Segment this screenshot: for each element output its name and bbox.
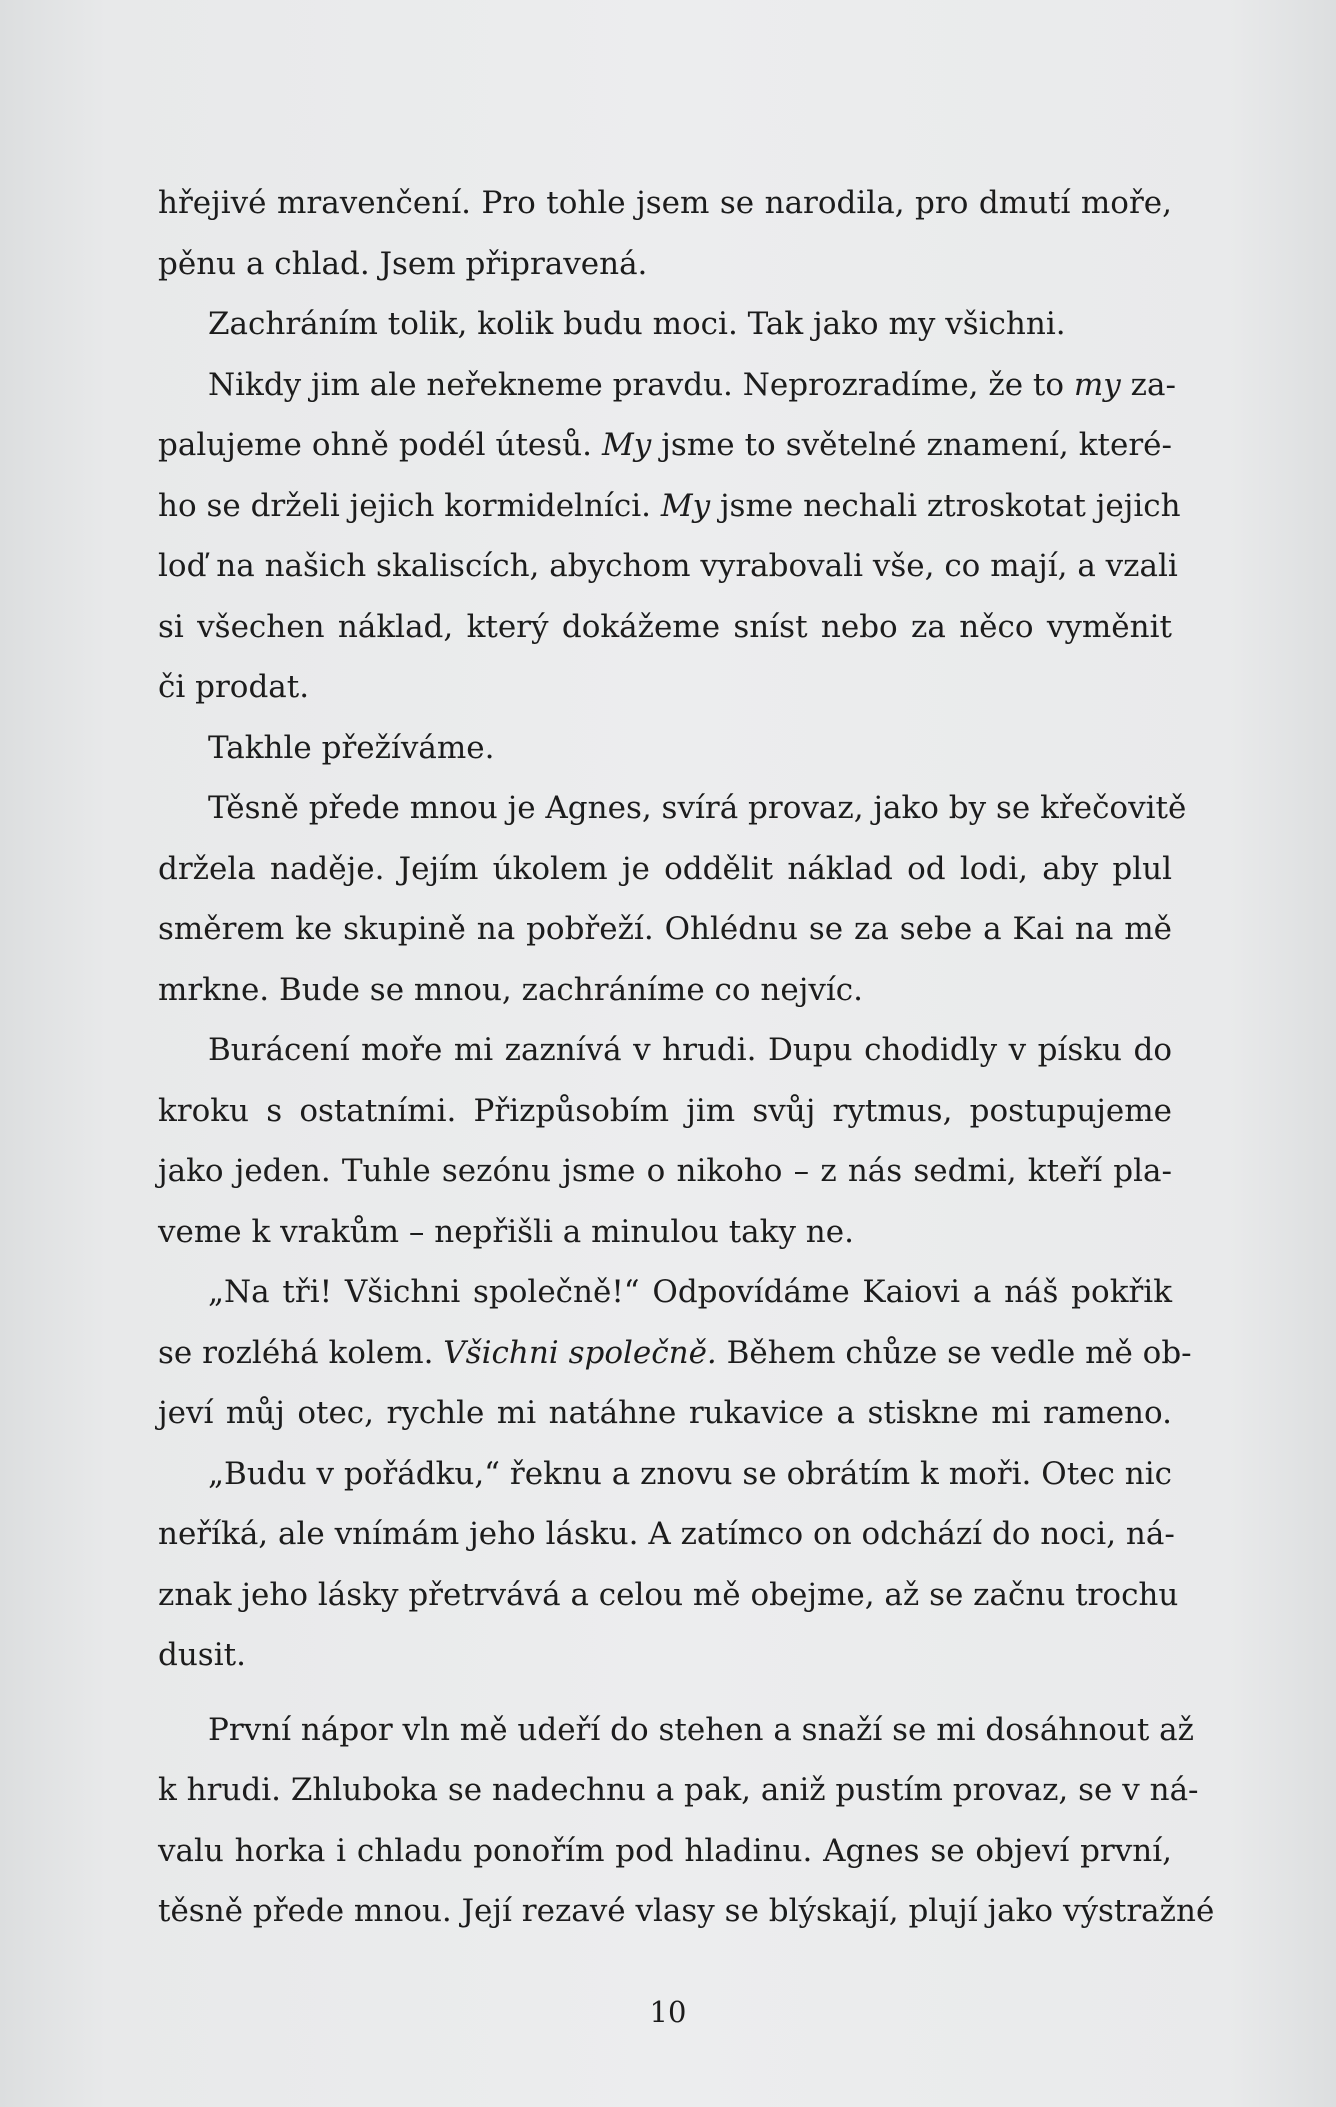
text-line: dusit. <box>158 1637 246 1673</box>
text-line: směrem ke skupině na pobřeží. Ohlédnu se za sebe a Kai na mě <box>158 911 1172 947</box>
text-line: valu horka i chladu ponořím pod hladinu. Agnes se objeví první, <box>158 1832 1172 1869</box>
text-line: se rozléhá kolem. Všichni společně. Během chůze se vedle mě ob- <box>158 1334 1192 1371</box>
text-line: „Budu v pořádku,“ řeknu a znovu se obrátím k moři. Otec nic <box>208 1455 1172 1492</box>
page-number: 10 <box>649 1995 687 2029</box>
text-line: veme k vrakům – nepřišli a minulou taky ne. <box>158 1213 854 1250</box>
text-line: těsně přede mnou. Její rezavé vlasy se blýskají, plují jako výstražné <box>158 1893 1215 1929</box>
text-line: Těsně přede mnou je Agnes, svírá provaz, jako by se křečovitě <box>208 790 1187 826</box>
text-line: ho se drželi jejich kormidelníci. My jsme nechali ztroskotat jejich <box>158 487 1181 524</box>
text-line: neříká, ale vnímám jeho lásku. A zatímco on odchází do noci, ná- <box>158 1516 1175 1552</box>
text-line: k hrudi. Zhluboka se nadechnu a pak, aniž pustím provaz, se v ná- <box>158 1772 1199 1808</box>
text-line: mrkne. Bude se mnou, zachráníme co nejvíc. <box>158 971 863 1008</box>
text-line: pěnu a chlad. Jsem připravená. <box>158 245 648 282</box>
text-line: loď na našich skaliscích, abychom vyrabovali vše, co mají, a vzali <box>158 548 1178 584</box>
text-line: „Na tři! Všichni společně!“ Odpovídáme Kaiovi a náš pokřik <box>208 1274 1172 1310</box>
body-text <box>158 173 1215 1942</box>
text-line: Zachráním tolik, kolik budu moci. Tak jako my všichni. <box>208 306 1066 342</box>
text-line: hřejivé mravenčení. Pro tohle jsem se narodila, pro dmutí moře, <box>158 185 1172 221</box>
text-line: Takhle přežíváme. <box>208 729 495 766</box>
text-line: si všechen náklad, který dokážeme sníst nebo za něco vyměnit <box>158 608 1172 645</box>
text-line: či prodat. <box>158 669 310 705</box>
text-line: kroku s ostatními. Přizpůsobím jim svůj rytmus, postupujeme <box>158 1092 1172 1129</box>
text-line: jako jeden. Tuhle sezónu jsme o nikoho – z nás sedmi, kteří pla- <box>158 1153 1172 1189</box>
text-line: První nápor vln mě udeří do stehen a snaží se mi dosáhnout až <box>208 1711 1194 1748</box>
text-line: palujeme ohně podél útesů. My jsme to světelné znamení, které- <box>158 427 1173 463</box>
text-line: Nikdy jim ale neřekneme pravdu. Neprozradíme, že to my za- <box>208 366 1176 403</box>
text-line: Burácení moře mi zaznívá v hrudi. Dupu chodidly v písku do <box>208 1032 1172 1068</box>
text-line: jeví můj otec, rychle mi natáhne rukavice a stiskne mi rameno. <box>158 1395 1172 1431</box>
text-line: držela naděje. Jejím úkolem je oddělit náklad od lodi, aby plul <box>158 850 1172 887</box>
text-line: znak jeho lásky přetrvává a celou mě obejme, až se začnu trochu <box>158 1576 1179 1613</box>
